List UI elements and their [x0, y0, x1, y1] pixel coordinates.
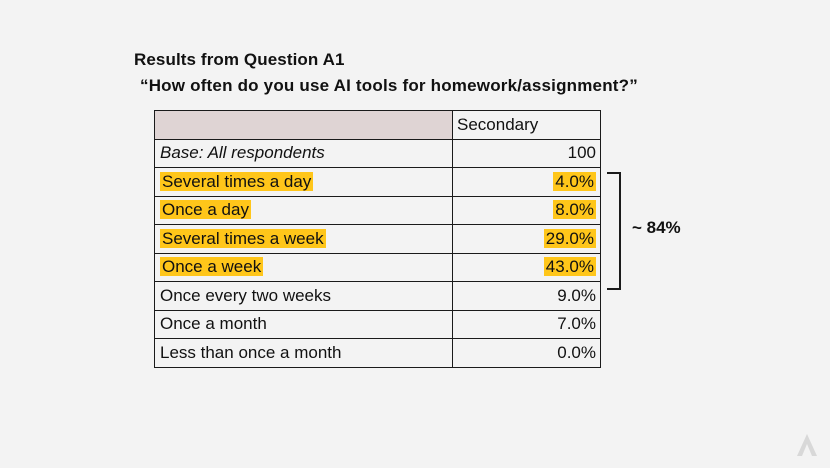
table-row [155, 282, 601, 311]
row-label: Less than once a month [155, 339, 453, 368]
table-row [155, 196, 601, 225]
row-label: Once a month [155, 310, 453, 339]
table-base-row [155, 139, 601, 168]
row-label: Several times a week [162, 228, 324, 248]
header-blank-cell [155, 111, 453, 140]
table-row [155, 339, 601, 368]
base-label: Base: All respondents [155, 139, 453, 168]
results-table [154, 110, 601, 368]
row-label: Once a week [162, 257, 262, 277]
table-row [155, 225, 601, 254]
heading-line-1: Results from Question A1 [134, 50, 345, 69]
row-value: 4.0% [555, 171, 594, 191]
row-value: 0.0% [453, 339, 601, 368]
row-value: 43.0% [545, 257, 594, 277]
table-header-row [155, 111, 601, 140]
row-label: Several times a day [162, 171, 312, 191]
heading-question: “How often do you use AI tools for homework/assignment?” [140, 76, 638, 95]
bracket-total-label: ~ 84% [632, 218, 681, 237]
row-value: 9.0% [453, 282, 601, 311]
row-label: Once a day [162, 200, 249, 220]
column-header-secondary: Secondary [453, 111, 601, 140]
table-row [155, 253, 601, 282]
base-value: 100 [453, 139, 601, 168]
table-row [155, 168, 601, 197]
row-value: 7.0% [453, 310, 601, 339]
row-value: 29.0% [545, 228, 594, 248]
row-label: Once every two weeks [155, 282, 453, 311]
table-row [155, 310, 601, 339]
triangle-logo-icon [795, 432, 819, 458]
row-value: 8.0% [555, 200, 594, 220]
grouping-bracket [607, 172, 621, 290]
